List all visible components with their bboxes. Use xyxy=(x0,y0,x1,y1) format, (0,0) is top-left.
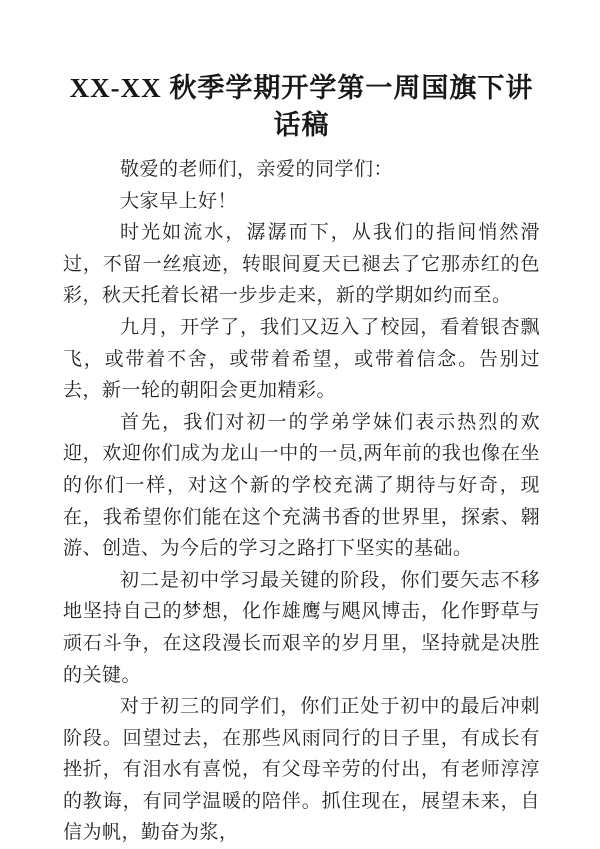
paragraph: 初二是初中学习最关键的阶段，你们要矢志不移地坚持自己的梦想，化作雄鹰与飓风博击，化作野草与顽石斗争，在这段漫长而艰辛的岁月里，坚持就是决胜的关键。 xyxy=(63,569,540,686)
paragraph: 首先，我们对初一的学弟学妹们表示热烈的欢迎，欢迎你们成为龙山一中的一员,两年前的我也像在坐的你们一样，对这个新的学校充满了期待与好奇，现在，我希望你们能在这个充满书香的世界里，探索、翱游、创造、为今后的学习之路打下坚实的基础。 xyxy=(63,411,540,560)
paragraph: 敬爱的老师们，亲爱的同学们： xyxy=(120,159,394,180)
paragraph: 大家早上好！ xyxy=(120,190,238,212)
paragraph: 九月，开学了，我们又迈入了校园，看着银杏飘飞，或带着不舍，或带着希望，或带着信念。告别过去，新一轮的朝阳会更加精彩。 xyxy=(63,316,540,402)
document-title: XX-XX 秋季学期开学第一周国旗下讲话稿 xyxy=(69,73,534,140)
paragraph: 时光如流水，潺潺而下，从我们的指间悄然滑过，不留一丝痕迹，转眼间夏天已褪去了它那赤红的色彩，秋天托着长裙一步步走来，新的学期如约而至。 xyxy=(63,222,540,307)
document-body xyxy=(63,154,540,849)
paragraph: 对于初三的同学们，你们正处于初中的最后冲刺阶段。回望过去，在那些风雨同行的日子里，有成长有挫折，有泪水有喜悦，有父母辛劳的付出，有老师淳淳的教诲，有同学温暖的陪伴。抓住现在，展望未来，自信为帆，勤奋为浆， xyxy=(63,696,540,844)
